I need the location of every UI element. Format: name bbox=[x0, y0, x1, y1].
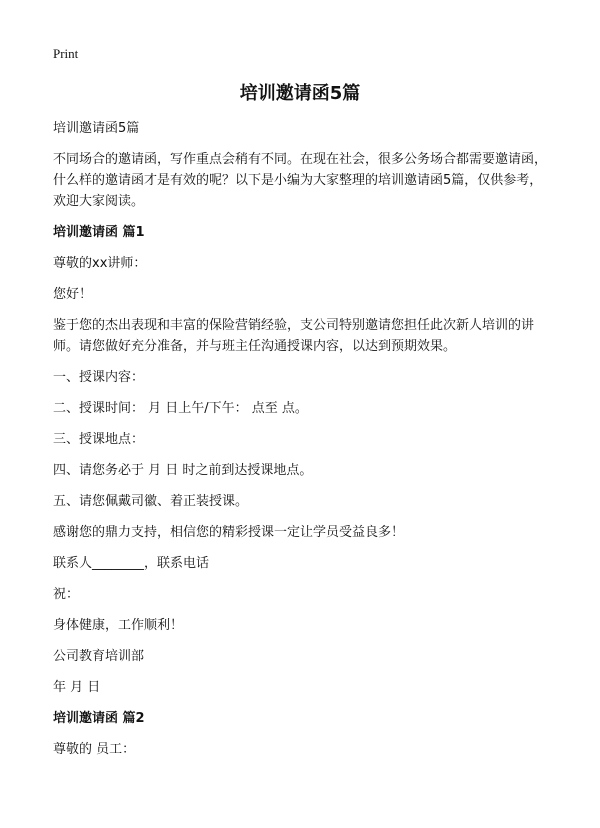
thanks-paragraph: 感谢您的鼎力支持，相信您的精彩授课一定让学员受益良多！ bbox=[53, 525, 405, 540]
section-heading-1: 培训邀请函 篇1 bbox=[53, 225, 145, 240]
signature-department: 公司教育培训部 bbox=[53, 649, 145, 664]
list-item: 一、授课内容： bbox=[53, 370, 145, 385]
intro-paragraph: 不同场合的邀请函，写作重点会稍有不同。在现在社会，很多公务场合都需要邀请函，什么样的邀请函才是有效的呢？以下是小编为大家整理的培训邀请函5篇，仅供参考，欢迎大家阅读。 bbox=[53, 152, 548, 209]
list-item: 二、授课时间： 月 日上午/下午： 点至 点。 bbox=[53, 401, 308, 416]
closing-wish-body: 身体健康，工作顺利！ bbox=[53, 618, 184, 633]
print-link[interactable]: Print bbox=[53, 46, 79, 61]
page-title: 培训邀请函5篇 bbox=[239, 83, 361, 104]
document-body bbox=[53, 118, 549, 760]
subtitle: 培训邀请函5篇 bbox=[53, 121, 140, 136]
list-item: 五、请您佩戴司徽、着正装授课。 bbox=[53, 494, 249, 509]
closing-wish: 祝： bbox=[53, 587, 80, 602]
signature-date: 年 月 日 bbox=[53, 680, 101, 695]
body-paragraph: 鉴于您的杰出表现和丰富的保险营销经验，支公司特别邀请您担任此次新人培训的讲师。请您做好充分准备，并与班主任沟通授课内容，以达到预期效果。 bbox=[53, 318, 535, 354]
salutation: 尊敬的 员工： bbox=[53, 742, 136, 757]
section-heading-2: 培训邀请函 篇2 bbox=[53, 711, 145, 726]
contact-line: 联系人________，联系电话 bbox=[53, 556, 210, 571]
salutation: 尊敬的xx讲师： bbox=[53, 256, 147, 271]
greeting: 您好！ bbox=[53, 287, 93, 302]
list-item: 三、授课地点： bbox=[53, 432, 145, 447]
list-item: 四、请您务必于 月 日 时之前到达授课地点。 bbox=[53, 463, 313, 478]
